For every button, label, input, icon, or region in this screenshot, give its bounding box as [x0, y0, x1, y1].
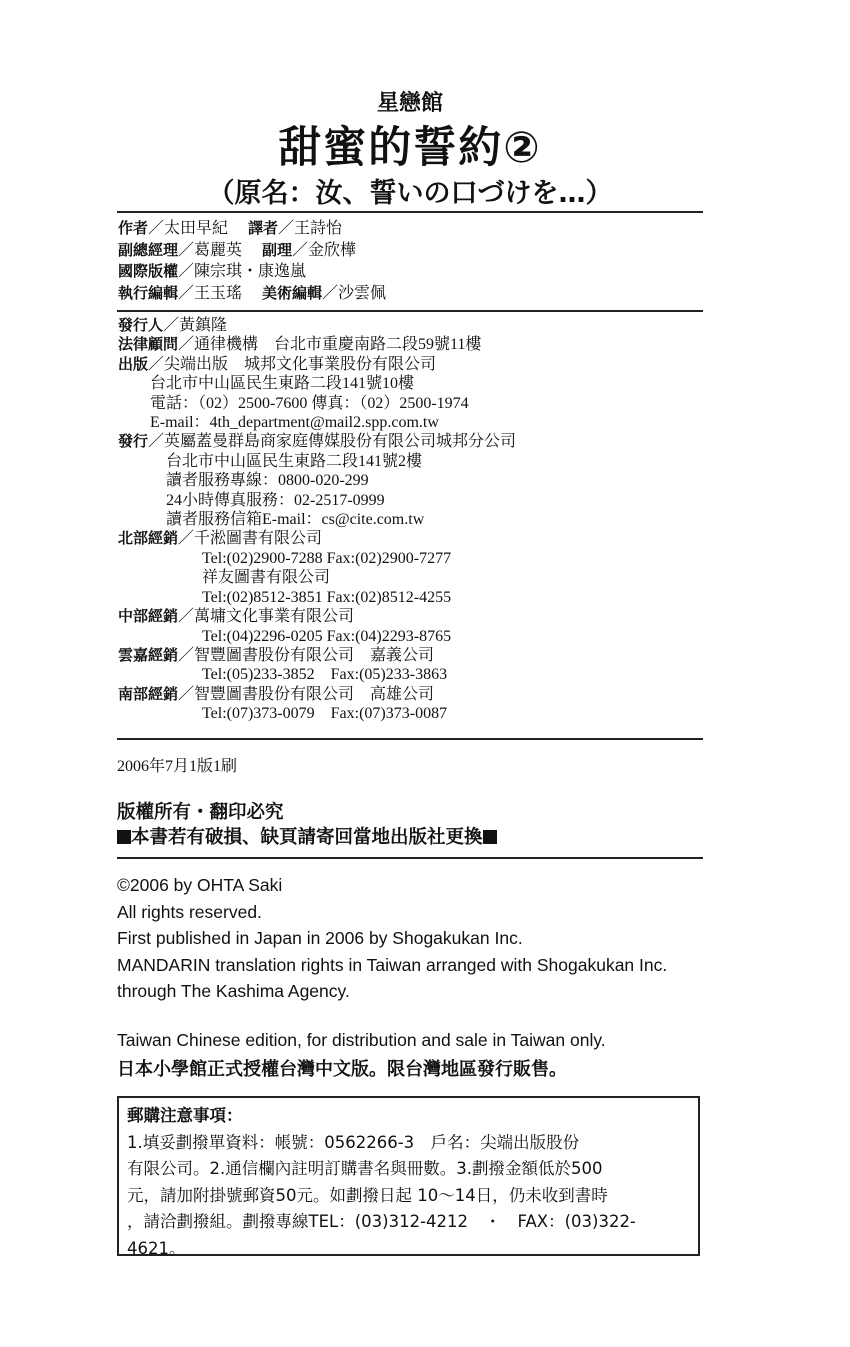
publisher-value: 24小時傳真服務：02-2517-0999 [166, 491, 385, 509]
english-line: All rights reserved. [117, 901, 262, 922]
credit-value: ／陳宗琪・康逸嵐 [178, 263, 307, 280]
rights-line-2 [117, 825, 497, 850]
credits-row [118, 240, 718, 262]
credit-label: 美術編輯 [262, 283, 323, 302]
publisher-value: ／通律機構 台北市重慶南路二段59號11樓 [178, 336, 482, 354]
distribution-chinese: 日本小學館正式授權台灣中文版。限台灣地區發行販售。 [117, 1059, 567, 1080]
credit-value: ／太田早紀 [148, 220, 229, 237]
credit-label: 副理 [262, 240, 293, 259]
publisher-value: 台北市中山區民生東路二段141號10樓 [150, 375, 415, 393]
credit-label: 譯者 [248, 219, 279, 237]
publisher-label: 南部經銷 [118, 684, 179, 703]
credits-row [118, 218, 718, 240]
publisher-row [118, 665, 718, 684]
english-line: through The Kashima Agency. [117, 981, 350, 1001]
mail-order-line: 4621。 [127, 1238, 186, 1258]
publisher-row [118, 549, 718, 568]
english-line: ©2006 by OHTA Saki [117, 875, 283, 895]
mail-order-line: 1.填妥劃撥單資料：帳號：0562266-3 戶名：尖端出版股份 [127, 1132, 580, 1152]
publisher-value: ／千淞圖書有限公司 [178, 530, 323, 548]
publisher-value: ／尖端出版 城邦文化事業股份有限公司 [148, 355, 437, 373]
publisher-row [118, 704, 718, 723]
mail-order-notice [117, 1096, 700, 1256]
publisher-row [118, 568, 718, 587]
publisher-value: 讀者服務專線：0800-020-299 [166, 472, 369, 490]
publisher-row [118, 646, 718, 665]
divider-line [117, 211, 703, 213]
publisher-row [118, 588, 718, 607]
mail-order-line: 元，請加附掛號郵資50元。如劃撥日起 10～14日，仍未收到書時 [127, 1185, 608, 1205]
publisher-row [118, 316, 718, 335]
publisher-value: ／萬墉文化事業有限公司 [178, 608, 355, 626]
credits-block [118, 218, 718, 304]
publisher-label: 雲嘉經銷 [118, 645, 179, 664]
publisher-row [118, 510, 718, 529]
publisher-value: Tel:(02)8512-3851 Fax:(02)8512-4255 [202, 588, 452, 606]
english-rights [117, 872, 667, 1005]
credit-value: ／王玉瑤 [178, 284, 243, 302]
publisher-value: 台北市中山區民生東路二段141號2樓 [166, 452, 423, 470]
credits-row [118, 261, 718, 283]
rights-line: 版權所有・翻印必究 [117, 802, 284, 823]
publisher-value: ／智豐圖書股份有限公司 嘉義公司 [178, 646, 435, 664]
mail-order-heading: 郵購注意事項： [127, 1106, 243, 1125]
publisher-value: E-mail：4th_department@mail2.spp.com.tw [150, 414, 439, 432]
credit-value: ／葛麗英 [178, 241, 243, 259]
publisher-label: 發行人 [118, 316, 164, 334]
series-name: 星戀館 [376, 91, 443, 116]
publisher-value: Tel:(07)373-0079 Fax:(07)373-0087 [202, 705, 448, 723]
credit-label: 作者 [118, 219, 149, 237]
publisher-value: 電話：（02）2500-7600 傳真：（02）2500-1974 [150, 394, 469, 412]
divider-line [117, 310, 703, 312]
rights-notice [117, 800, 497, 850]
book-title: 甜蜜的誓約② [278, 123, 542, 173]
publisher-value: ／智豐圖書股份有限公司 高雄公司 [178, 685, 435, 703]
original-title: （原名：汝、誓いの口づけを…） [207, 178, 613, 209]
publisher-row [118, 394, 718, 413]
damaged-copy-notice: 本書若有破損、缺頁請寄回當地出版社更換 [131, 827, 483, 848]
black-square-icon [117, 830, 131, 844]
publisher-label: 出版 [118, 354, 149, 373]
publisher-value: 讀者服務信箱E-mail：cs@cite.com.tw [166, 511, 425, 529]
distribution-english: Taiwan Chinese edition, for distribution and sale in Taiwan only. [117, 1030, 606, 1050]
publisher-row [118, 685, 718, 704]
english-line: MANDARIN translation rights in Taiwan arranged with Shogakukan Inc. [117, 954, 668, 975]
publisher-value: Tel:(05)233-3852 Fax:(05)233-3863 [202, 666, 448, 684]
credits-row [118, 283, 718, 305]
english-line: First published in Japan in 2006 by Shogakukan Inc. [117, 928, 523, 948]
publisher-row [118, 529, 718, 548]
publisher-label: 法律顧問 [118, 335, 179, 354]
divider-line [117, 738, 703, 740]
publisher-label: 發行 [118, 432, 149, 451]
publisher-row [118, 491, 718, 510]
edition-date: 2006年7月1版1刷 [117, 758, 238, 775]
credit-value: ／沙雲佩 [322, 284, 387, 302]
publisher-row [118, 607, 718, 626]
black-square-icon [483, 830, 497, 844]
mail-order-line: 有限公司。2.通信欄內註明訂購書名與冊數。3.劃撥金額低於500 [127, 1159, 603, 1178]
credit-label: 副總經理 [118, 240, 179, 259]
publisher-row [118, 432, 718, 451]
credit-value: ／金欣樺 [292, 241, 357, 259]
publisher-row [118, 413, 718, 432]
publisher-row [118, 335, 718, 354]
publisher-value: ／黃鎮隆 [163, 317, 228, 334]
publisher-block [118, 316, 718, 724]
publisher-label: 中部經銷 [118, 607, 179, 626]
credit-label: 國際版權 [118, 262, 179, 280]
divider-line [117, 857, 703, 859]
publisher-value: ／英屬蓋曼群島商家庭傳媒股份有限公司城邦分公司 [148, 433, 517, 451]
publisher-row [118, 355, 718, 374]
publisher-value: Tel:(02)2900-7288 Fax:(02)2900-7277 [202, 549, 452, 567]
publisher-label: 北部經銷 [118, 529, 179, 548]
mail-order-line: ，請洽劃撥組。劃撥專線TEL：(03)312-4212 ・ FAX：(03)322- [127, 1212, 636, 1231]
publisher-row [118, 452, 718, 471]
publisher-row [118, 374, 718, 393]
publisher-value: Tel:(04)2296-0205 Fax:(04)2293-8765 [202, 627, 452, 645]
publisher-row [118, 627, 718, 646]
credit-value: ／王詩怡 [278, 220, 343, 237]
publisher-row [118, 471, 718, 490]
publisher-value: 祥友圖書有限公司 [202, 569, 331, 587]
credit-label: 執行編輯 [118, 283, 179, 302]
